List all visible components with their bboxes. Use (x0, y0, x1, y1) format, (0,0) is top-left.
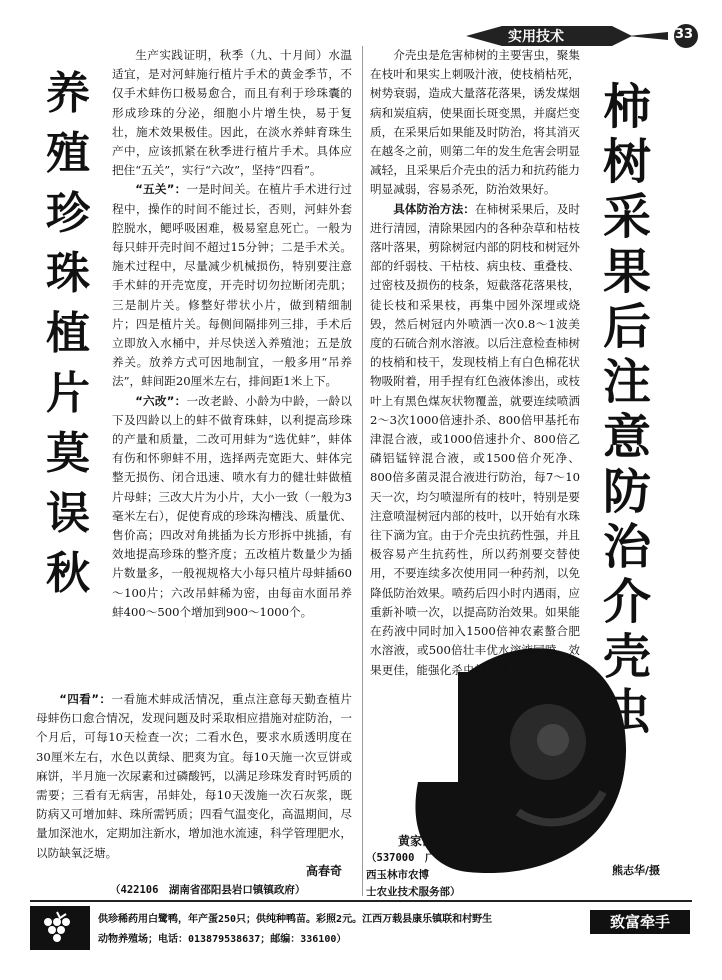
left-article-body-upper (112, 46, 352, 646)
text-method: 在柿树采果后，及时进行清园，清除果园内的各种杂草和枯枝落叶落果，剪除树冠内部的阴枝和树冠外部的纤弱枝、干枯枝、病虫枝、重叠枝、过密枝及损伤的枝条，短截落花落果枝，徒长枝和采果枝，再集中园外深埋或烧毁，然后树冠内外喷洒一次0.8～1波美度的石硫合剂水溶液。以后注意检查柿树的枝梢和枝干，发现枝梢上有白色棉花状物吸附着，用手捏有红色液体渗出，或枝叶上有黑色煤灰状物覆盖，就要连续喷洒2～3次1000倍速扑杀、800倍甲基托布津混合液，或1000倍速扑介、800倍乙磷铝锰锌混合液，或1500倍介死净、800倍多菌灵混合液进行防治，每7～10天一次，均匀喷湿所有的枝叶，特别是要注意喷湿树冠内部的枝叶，以开始有水珠往下滴为宜。由于介壳虫抗药性强，并且极容易产生抗药性，所以药剂要交替使用，不要连续多次使用同一种药剂，以免降低防治效果。喷药后四小时内遇雨，应重新补喷一次，以提高防治效果。如果能在药液中同时加入1500倍神农素螯合肥水溶液，或500倍壮丰优水溶液同喷，效果更佳，能强化杀虫的功效。 (370, 201, 580, 677)
title-char: 壳 (602, 629, 651, 685)
footer-ad (98, 910, 584, 950)
title-char: 珍 (46, 188, 90, 239)
ad-line: 动物养殖场；电话：013879538637；邮编：336100） (98, 934, 347, 945)
address-line: 士农业技术服务部） (366, 886, 461, 898)
lead-four-checks: “四看”： (59, 692, 112, 706)
right-article-address (366, 850, 461, 901)
lead-five-gates: “五关”： (135, 182, 187, 197)
lead-six-changes: “六改”： (135, 393, 187, 408)
title-char: 采 (602, 189, 651, 245)
title-char: 树 (602, 134, 651, 190)
title-char: 秋 (46, 548, 90, 599)
title-char: 意 (602, 409, 651, 465)
section-label: 实用技术 (508, 29, 564, 45)
text-six-changes: 一改老龄、小龄为中龄，一龄以下及四龄以上的蚌不做育珠蚌，以利提高珍珠的产量和质量，二改可用蚌为“选优蚌”，蚌体有伤和怀卵蚌不用，选择两壳宽距大、蚌体完整无损伤、闭合迅速、喷水有力的健壮蚌做植片母蚌；三改大片为小片，大小一致（一般为3毫米左右），促使育成的珍珠沟槽浅、质量优、售价高；四改对角挑插为长方形拆中挑插，有效地提高珍珠的整齐度；五改植片数量少为插片数量多，一般视规格大小每只植片母蚌插60～100片；六改吊蚌稀为密，由每亩水面吊养蚌400～500个增加到900～1000个。 (112, 393, 352, 619)
title-char: 果 (602, 244, 651, 300)
right-article-title (592, 80, 662, 740)
right-article-body (370, 46, 580, 677)
title-char: 柿 (602, 79, 651, 135)
ad-line: 供珍稀药用白鹭鸭，年产蛋250只；供纯种鸭苗。彩照2元。江西万载县康乐镇联和村野生 (98, 914, 493, 925)
title-char: 植 (46, 308, 90, 359)
title-char: 防 (602, 464, 651, 520)
left-article-body-lower (36, 690, 352, 860)
paragraph-intro: 介壳虫是危害柿树的主要害虫，聚集在枝叶和果实上刺吸汁液，使枝梢枯死，树势衰弱，造成大量落花落果，诱发煤烟病和炭疽病，使果面长斑变黑，并腐烂变质，在采果后如果能及时防治，将其消灭在越冬之前，则第二年的发生危害会明显减轻，且采果后介壳虫的活力和抗药能力明显减弱，容易杀死，防治效果好。 (370, 48, 580, 197)
title-char: 注 (602, 354, 651, 410)
title-char: 养 (46, 68, 90, 119)
left-article-author: 高春奇 (306, 864, 343, 878)
title-char: 后 (602, 299, 651, 355)
left-article-address: （422106 湖南省邵阳县岩口镇镇政府） (110, 884, 306, 896)
title-char: 虫 (602, 684, 651, 740)
address-line: （537000 广 (366, 852, 436, 864)
title-char: 误 (46, 488, 90, 539)
title-char: 治 (602, 519, 651, 575)
paragraph-five-gates (112, 180, 352, 391)
photo-credit: 熊志华/摄 (612, 864, 661, 877)
left-article-title (36, 64, 100, 604)
lead-method: 具体防治方法： (393, 201, 475, 216)
title-char: 片 (46, 368, 90, 419)
text-four-checks: 一看施术蚌成活情况，重点注意每天勤查植片母蚌伤口愈合情况，发现问题及时采取相应措施对症防治，一个月后，可每10天检查一次；二看水色，要求水质透明度在30厘米左右，水色以黄绿、肥爽为宜。每10天施一次豆饼或麻饼，半月施一次尿素和过磷酸钙，以满足珍珠发育时钙质的需要；三看有无病害，吊蚌处，每10天泼施一次石灰浆，既防病又可增加蚌、珠所需钙质；四看气温变化，高温期间，尽量加深池水，定期加注新水，增加池水流速，科学管理肥水，以防缺氧泛塘。 (36, 692, 352, 860)
paragraph-six-changes (112, 392, 352, 622)
paragraph-method (370, 200, 580, 680)
address-line: 西玉林市农博 (366, 869, 429, 881)
paragraph-intro: 生产实践证明，秋季（九、十月间）水温适宜，是对河蚌施行植片手术的黄金季节，不仅手术蚌伤口极易愈合，而且有利于珍珠囊的形成珍珠的分泌，细胞小片增生快，易于复壮，施术效果极佳。因此，在淡水养蚌育珠生产中，应该抓紧在秋季进行植片手术。具体应把住“五关”，实行“六改”，坚持“四看”。 (112, 48, 352, 178)
footer-brand: 致富牵手 (590, 910, 690, 934)
footer-rule (30, 900, 692, 902)
text-five-gates: 一是时间关。在植片手术进行过程中，操作的时间不能过长，否则，河蚌外套腔脱水，鳃呼吸困难，极易窒息死亡。一般为每只蚌开壳时间不超过15分钟；二是手术关。施术过程中，尽量减少机械损伤，特别要注意手术蚌的开壳宽度，开壳时切勿拉断闭壳肌；三是制片关。修整好带状小片，做到精细制片；四是植片关。每侧间隔排列三排，手术后立即放入水桶中，并尽快送入养殖池；五是放养关。放养方式可因地制宜，一般多用“吊养法”，蚌间距20厘米左右，排间距1米上下。 (112, 182, 352, 389)
title-char: 珠 (46, 248, 90, 299)
title-char: 介 (602, 574, 651, 630)
right-article-author: 黄家南 (398, 834, 435, 848)
paragraph-four-checks (36, 690, 352, 863)
column-divider (362, 46, 363, 896)
grape-logo-icon (30, 906, 90, 950)
title-char: 殖 (46, 128, 90, 179)
title-char: 莫 (46, 428, 90, 479)
page-number: 33 (675, 27, 694, 42)
